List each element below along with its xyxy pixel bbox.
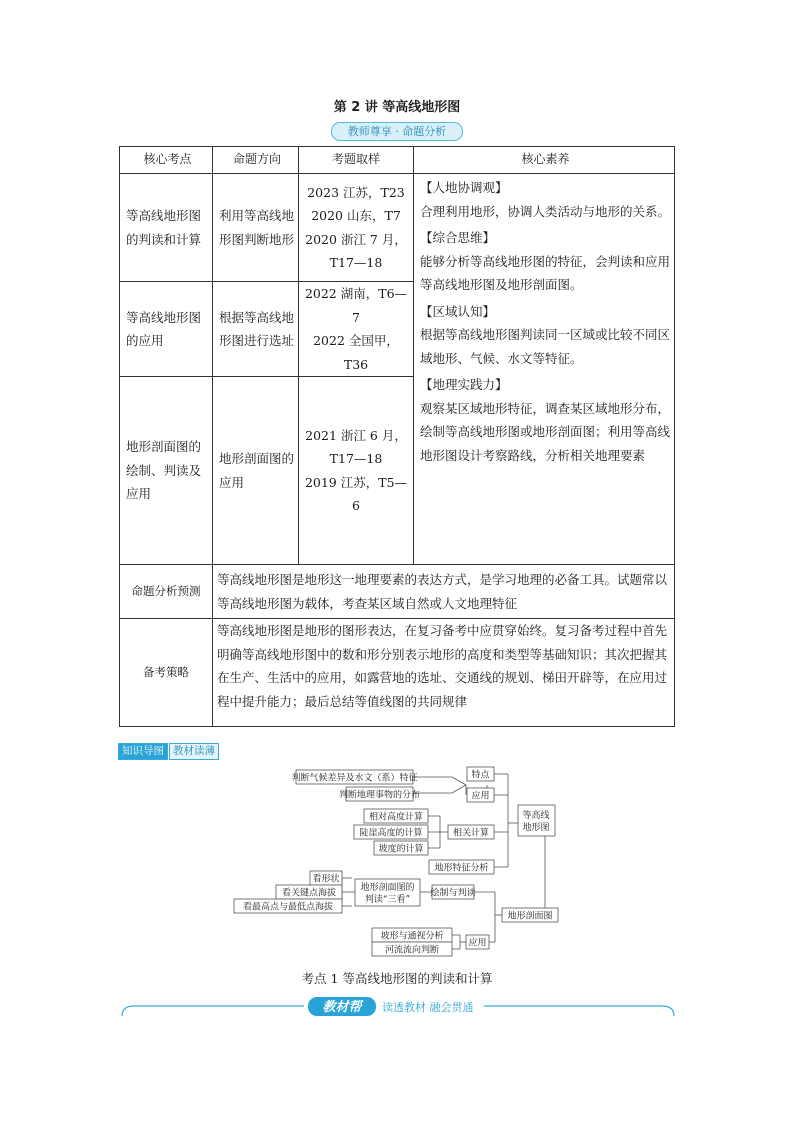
footer-line-right bbox=[484, 1006, 674, 1016]
table-header-row bbox=[120, 147, 675, 174]
cliff-height-label: 陡崖高度的计算 bbox=[359, 828, 423, 839]
sample-line: 2019 江苏，T5—6 bbox=[304, 474, 408, 513]
sample-line: 2022 湖南，T6—7 bbox=[304, 286, 408, 325]
header-core-point: 核心考点 bbox=[120, 147, 213, 174]
literacy-text: 根据等高线地形图判读同一区域或比较不同区域地形、气候、水文等特征。 bbox=[420, 327, 671, 366]
terrain-analysis-label: 地形特征分析 bbox=[434, 863, 489, 874]
three-look-label-1: 地形剖面图的 bbox=[360, 883, 415, 893]
core-point-cell: 地形剖面图的绘制、判读及应用 bbox=[120, 377, 213, 565]
rel-height-label: 相对高度计算 bbox=[368, 812, 424, 823]
section-tags bbox=[118, 743, 219, 759]
look-key-label: 看关键点海拔 bbox=[281, 888, 337, 899]
teacher-analysis-banner: 教师尊享 · 命题分析 bbox=[331, 122, 463, 141]
textbook-tag: 教材读薄 bbox=[169, 743, 219, 760]
header-samples: 考题取样 bbox=[299, 147, 414, 174]
forecast-row bbox=[120, 565, 675, 619]
header-direction: 命题方向 bbox=[213, 147, 299, 174]
forecast-label: 命题分析预测 bbox=[120, 565, 213, 619]
slope-label: 坡度的计算 bbox=[378, 844, 424, 855]
calc-label: 相关计算 bbox=[452, 828, 490, 839]
three-look-label-2: 判读“三看” bbox=[364, 895, 411, 905]
feature-label: 特点 bbox=[471, 770, 490, 781]
river-flow-label: 河流流向判断 bbox=[384, 945, 440, 956]
table-row bbox=[120, 174, 675, 282]
core-point-cell: 等高线地形图的应用 bbox=[120, 282, 213, 377]
literacy-cell bbox=[414, 174, 675, 565]
look-highlow-label: 看最高点与最低点海拔 bbox=[242, 902, 334, 913]
knowledge-mindmap bbox=[0, 760, 794, 965]
direction-cell: 地形剖面图的应用 bbox=[213, 377, 299, 565]
sample-line: 2020 山东，T7 bbox=[311, 208, 401, 223]
direction-cell: 利用等高线地形图判断地形 bbox=[213, 174, 299, 282]
footer-slogan: 读透教材 融会贯通 bbox=[382, 1001, 474, 1014]
strategy-row bbox=[120, 619, 675, 727]
strategy-label: 备考策略 bbox=[120, 619, 213, 727]
header-literacy: 核心素养 bbox=[414, 147, 675, 174]
application2-label: 应用 bbox=[468, 938, 487, 949]
sample-line: 2020 浙江 7 月， bbox=[305, 231, 407, 247]
literacy-heading: 【地理实践力】 bbox=[420, 377, 508, 392]
sample-line: 2022 全国甲，T36 bbox=[313, 333, 399, 372]
root-label-2: 地形图 bbox=[522, 823, 550, 833]
sample-line: T17—18 bbox=[329, 451, 383, 466]
climate-label: 判断气候差异及水文（系）特征 bbox=[291, 773, 418, 784]
sample-line: 2023 江苏，T23 bbox=[307, 184, 405, 200]
exam-analysis-table bbox=[119, 146, 675, 727]
section-heading: 考点 1 等高线地形图的判读和计算 bbox=[301, 971, 493, 986]
samples-cell bbox=[299, 174, 414, 282]
sample-line: 2021 浙江 6 月， bbox=[305, 427, 407, 443]
literacy-text: 能够分析等高线地形图的特征，会判读和应用等高线地形图及地形剖面图。 bbox=[420, 253, 671, 292]
footer-line-left bbox=[122, 1006, 304, 1016]
profile-label: 地形剖面图 bbox=[507, 911, 553, 922]
distribution-label: 判断地理事物的分布 bbox=[338, 790, 421, 801]
draw-judge-label: 绘制与判读 bbox=[430, 888, 476, 899]
sample-line: T17—18 bbox=[329, 255, 383, 270]
visibility-label: 坡形与通视分析 bbox=[380, 931, 444, 942]
literacy-heading: 【人地协调观】 bbox=[420, 180, 508, 195]
core-point-cell: 等高线地形图的判读和计算 bbox=[120, 174, 213, 282]
literacy-text: 观察某区域地形特征，调查某区域地形分布，绘制等高线地形图或地形剖面图；利用等高线地形图设计考察路线，分析相关地理要素 bbox=[420, 400, 671, 463]
samples-cell bbox=[299, 282, 414, 377]
strategy-text: 等高线地形图是地形的图形表达，在复习备考中应贯穿始终。复习备考过程中首先明确等高线地形图中的数和形分别表示地形的高度和类型等基础知识；其次把握其在生产、生活中的应用，如露营地的选址、交通线的规划、梯田开辟等，在应用过程中提升能力；最后总结等值线图的共同规律 bbox=[213, 619, 675, 727]
direction-cell: 根据等高线地形图进行选址 bbox=[213, 282, 299, 377]
connector bbox=[413, 777, 466, 793]
literacy-text: 合理利用地形，协调人类活动与地形的关系。 bbox=[420, 203, 671, 219]
literacy-heading: 【区域认知】 bbox=[420, 303, 496, 319]
footer-badge: 教材帮 bbox=[322, 1000, 362, 1015]
samples-cell bbox=[299, 377, 414, 565]
root-label-1: 等高线 bbox=[522, 811, 550, 821]
forecast-text: 等高线地形图是地形这一地理要素的表达方式，是学习地理的必备工具。试题常以等高线地形图为载体，考查某区域自然或人文地理特征 bbox=[213, 565, 675, 619]
application-label: 应用 bbox=[471, 791, 490, 802]
literacy-heading: 【综合思维】 bbox=[420, 230, 496, 245]
footer-banner bbox=[120, 992, 676, 1022]
page-title: 第 2 讲 等高线地形图 bbox=[333, 100, 461, 115]
look-shape-label: 看形状 bbox=[312, 874, 340, 885]
knowledge-map-tag: 知识导图 bbox=[118, 743, 168, 760]
